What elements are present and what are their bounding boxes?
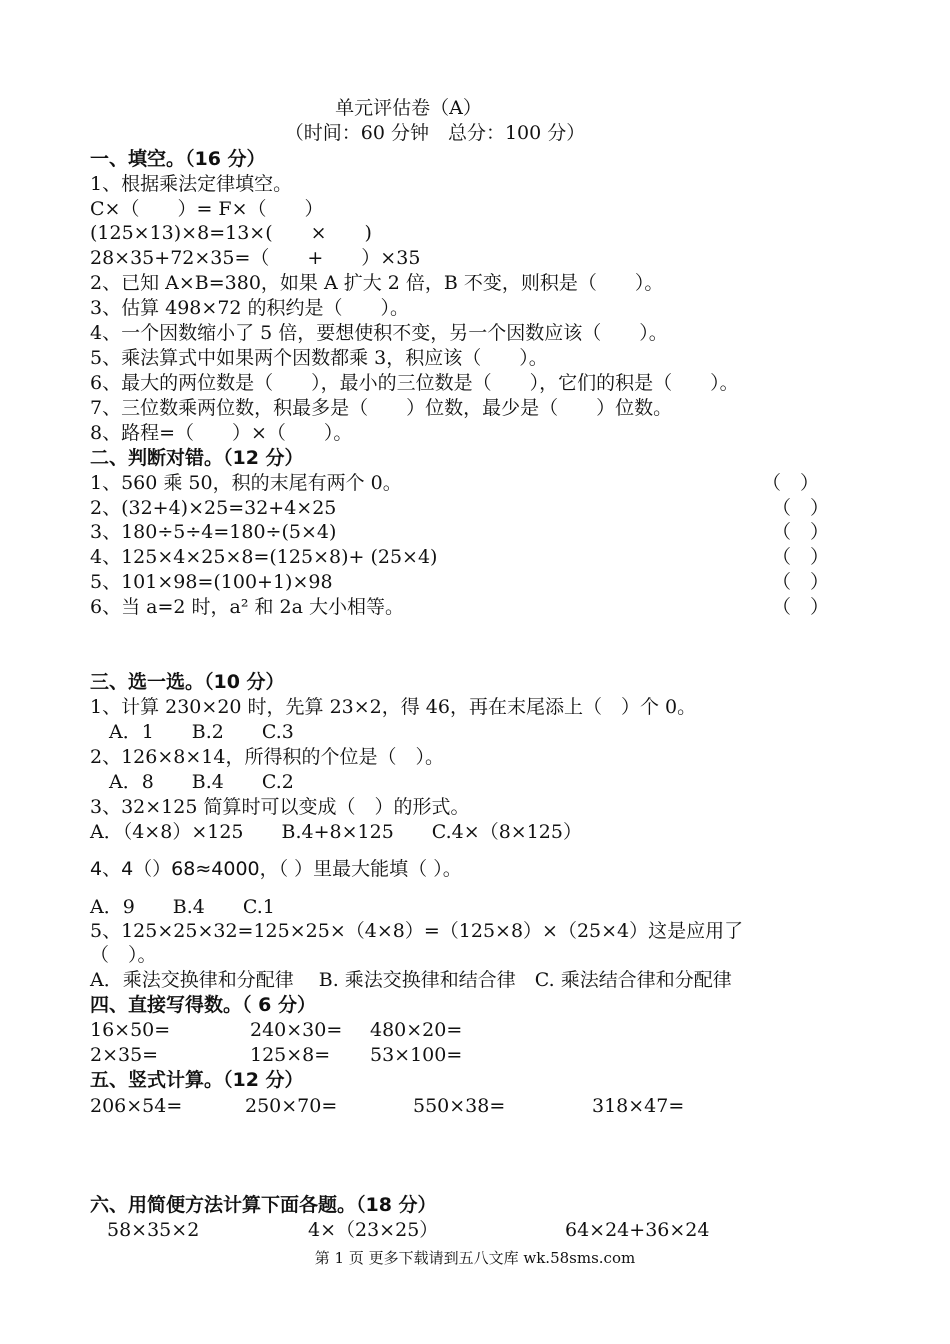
page-footer: 第 1 页 更多下载请到五八文库 wk.58sms.com bbox=[314, 1249, 636, 1267]
answer-bracket[interactable]: （ ） bbox=[762, 472, 820, 494]
question-line: （ ）。 bbox=[90, 944, 157, 966]
math-item: 206×54= bbox=[90, 1095, 183, 1117]
math-item: 58×35×2 bbox=[107, 1219, 200, 1241]
math-item: 53×100= bbox=[370, 1044, 463, 1066]
math-item: 250×70= bbox=[245, 1095, 338, 1117]
choice-options: A．9 B.4 C.1 bbox=[90, 896, 275, 918]
answer-bracket[interactable]: （ ） bbox=[772, 521, 830, 543]
question-line: 1、根据乘法定律填空。 bbox=[90, 173, 293, 195]
math-item: 240×30= bbox=[250, 1019, 343, 1041]
question-line: 4、一个因数缩小了 5 倍，要想使积不变，另一个因数应该（ ）。 bbox=[90, 322, 668, 344]
section-heading-simplified-calc: 六、用简便方法计算下面各题。（18 分） bbox=[90, 1194, 437, 1216]
section-heading-multiple-choice: 三、选一选。（10 分） bbox=[90, 671, 285, 693]
math-item: 318×47= bbox=[592, 1095, 685, 1117]
question-line: 6、最大的两位数是（ ），最小的三位数是（ ），它们的积是（ ）。 bbox=[90, 372, 739, 394]
choice-options: A．1 B.2 C.3 bbox=[90, 721, 294, 743]
choice-options: A．8 B.4 C.2 bbox=[90, 771, 294, 793]
page-title: 单元评估卷（A） bbox=[335, 97, 482, 119]
question-line: 2、已知 A×B=380，如果 A 扩大 2 倍，B 不变，则积是（ ）。 bbox=[90, 272, 664, 294]
answer-bracket[interactable]: （ ） bbox=[772, 571, 830, 593]
section-heading-vertical-calc: 五、竖式计算。（12 分） bbox=[90, 1069, 304, 1091]
question-line: 3、32×125 简算时可以变成（ ）的形式。 bbox=[90, 796, 470, 818]
judgment-item: 5、101×98=(100+1)×98 bbox=[90, 571, 333, 593]
math-item: 16×50= bbox=[90, 1019, 171, 1041]
answer-bracket[interactable]: （ ） bbox=[772, 596, 830, 618]
math-item: 125×8= bbox=[250, 1044, 331, 1066]
question-line: 8、路程=（ ）×（ ）。 bbox=[90, 422, 353, 444]
answer-bracket[interactable]: （ ） bbox=[772, 546, 830, 568]
page-subtitle: （时间：60 分钟 总分：100 分） bbox=[284, 122, 586, 144]
question-line: 4、4（）68≈4000，（ ）里最大能填（ ）。 bbox=[90, 858, 462, 880]
question-line: 5、125×25×32=125×25×（4×8）=（125×8）×（25×4）这是应用了 bbox=[90, 920, 744, 942]
question-line: 5、乘法算式中如果两个因数都乘 3，积应该（ ）。 bbox=[90, 347, 548, 369]
judgment-item: 3、180÷5÷4=180÷(5×4) bbox=[90, 521, 337, 543]
math-item: 2×35= bbox=[90, 1044, 159, 1066]
math-item: 64×24+36×24 bbox=[565, 1219, 710, 1241]
question-line: 7、三位数乘两位数，积最多是（ ）位数，最少是（ ）位数。 bbox=[90, 397, 673, 419]
question-line: 3、估算 498×72 的积约是（ ）。 bbox=[90, 297, 410, 319]
math-item: 4×（23×25） bbox=[308, 1219, 439, 1241]
question-line: 28×35+72×35=（ + ）×35 bbox=[90, 247, 421, 269]
section-heading-mental-math: 四、直接写得数。（ 6 分） bbox=[90, 994, 316, 1016]
judgment-item: 4、125×4×25×8=(125×8)+ (25×4) bbox=[90, 546, 438, 568]
math-item: 480×20= bbox=[370, 1019, 463, 1041]
choice-options: A．乘法交换律和分配律 B. 乘法交换律和结合律 C. 乘法结合律和分配律 bbox=[90, 969, 732, 991]
judgment-item: 2、(32+4)×25=32+4×25 bbox=[90, 497, 337, 519]
question-line: C×（ ）= F×（ ） bbox=[90, 198, 324, 220]
section-heading-fill-blank: 一、填空。（16 分） bbox=[90, 148, 266, 170]
question-line: (125×13)×8=13×( × ) bbox=[90, 222, 372, 244]
section-heading-true-false: 二、判断对错。（12 分） bbox=[90, 447, 304, 469]
judgment-item: 6、当 a=2 时，a² 和 2a 大小相等。 bbox=[90, 596, 404, 618]
question-line: 1、计算 230×20 时，先算 23×2，得 46，再在末尾添上（ ）个 0。 bbox=[90, 696, 697, 718]
choice-options: A．（4×8）×125 B.4+8×125 C.4×（8×125） bbox=[90, 821, 582, 843]
answer-bracket[interactable]: （ ） bbox=[772, 497, 830, 519]
judgment-item: 1、560 乘 50，积的末尾有两个 0。 bbox=[90, 472, 402, 494]
math-item: 550×38= bbox=[413, 1095, 506, 1117]
question-line: 2、126×8×14，所得积的个位是（ ）。 bbox=[90, 746, 444, 768]
